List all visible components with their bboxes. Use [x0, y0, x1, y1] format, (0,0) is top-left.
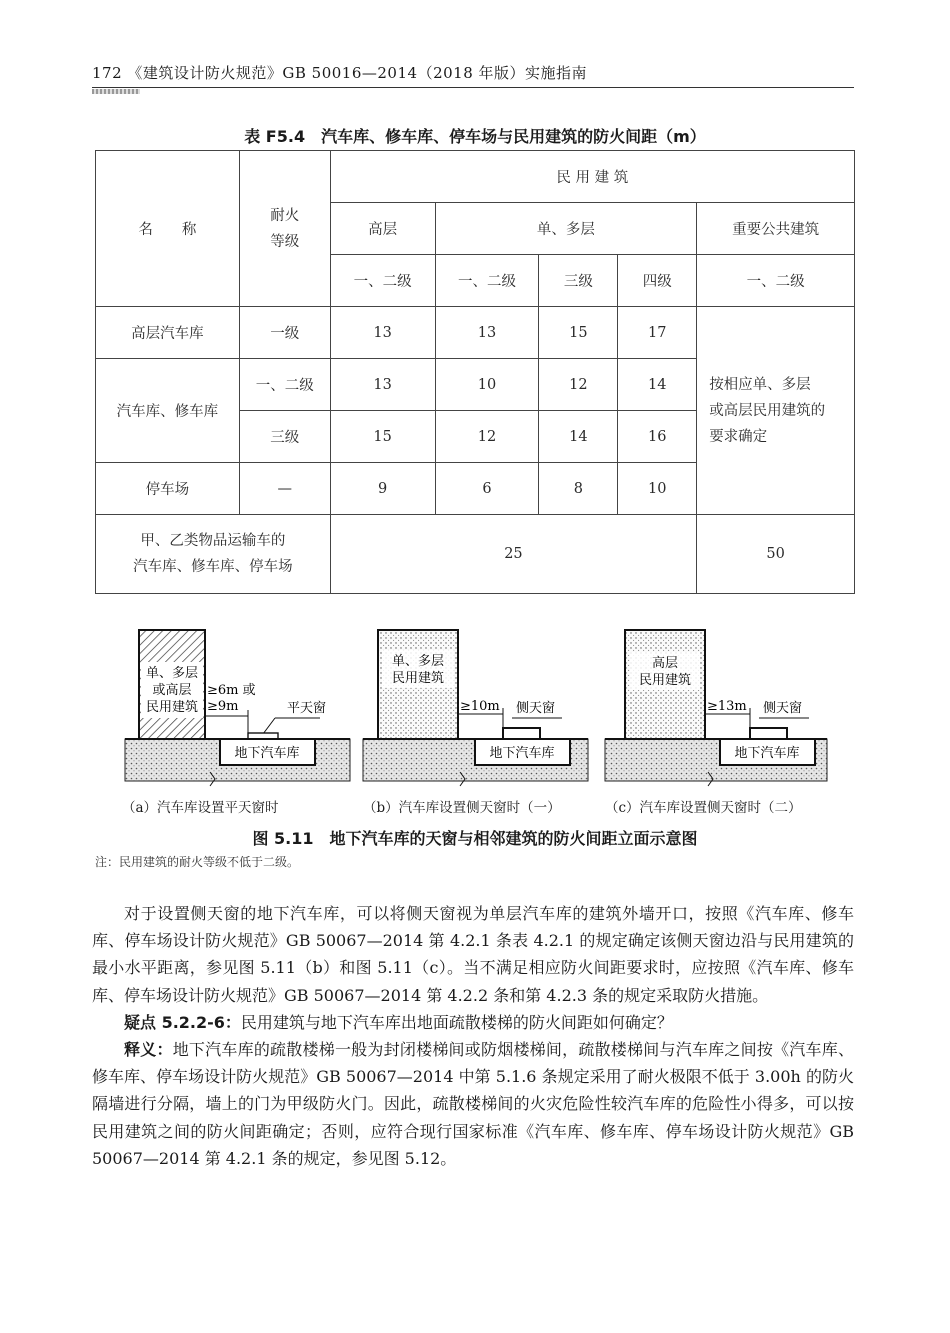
figure-note: 注：民用建筑的耐火等级不低于二级。 [95, 855, 300, 869]
row5-important-value: 50 [697, 515, 855, 594]
panel-a [125, 630, 350, 786]
body-text [92, 900, 854, 1172]
panel-a-dist1: ≥6m 或 [207, 683, 256, 698]
header-civil: 民 用 建 筑 [330, 151, 854, 203]
row1-v2: 13 [435, 307, 539, 359]
row2-v3: 12 [539, 359, 618, 411]
header-g12-high: 一、二级 [330, 255, 435, 307]
row4-grade: — [239, 463, 330, 515]
panel-b-dist: ≥10m [460, 699, 500, 714]
panel-b-garage: 地下汽车库 [489, 746, 555, 761]
panel-b-window: 侧天窗 [516, 701, 556, 716]
panel-b-bld2: 民用建筑 [391, 671, 445, 686]
figure-title: 图 5.11 地下汽车库的天窗与相邻建筑的防火间距立面示意图 [252, 829, 698, 848]
row3-grade: 三级 [239, 411, 330, 463]
row3-v1: 15 [330, 411, 435, 463]
caption-c: （c）汽车库设置侧天窗时（二） [605, 800, 802, 816]
paragraph-1: 对于设置侧天窗的地下汽车库，可以将侧天窗视为单层汽车库的建筑外墙开口，按照《汽车库、修车库、停车场设计防火规范》GB 50067—2014 第 4.2.1 条表 4.2.1 的规定确定该侧天窗边沿与民用建筑的最小水平距离，参见图 5.11（b）和图 5.11（c）。当不满足相应防火间距要求时，应按照《汽车库、修车库、停车场设计防火规范》GB 50067—2014 第 4.2.2 条和第 4.2.3 条的规定采取防火措施。 [92, 904, 854, 1005]
panel-a-garage: 地下汽车库 [234, 746, 300, 761]
panel-a-window-leader2 [263, 718, 275, 734]
row4-v1: 9 [330, 463, 435, 515]
header-rule [92, 87, 854, 88]
panel-a-bld3: 民用建筑 [145, 700, 199, 715]
header-g12-important: 一、二级 [697, 255, 855, 307]
panel-a-dist2: ≥9m [207, 699, 239, 714]
row5-name-line2: 汽车库、修车库、停车场 [133, 559, 293, 575]
row2-name: 汽车库、修车库 [96, 359, 240, 463]
row2-grade: 一、二级 [239, 359, 330, 411]
note-line-3: 要求确定 [709, 428, 768, 445]
note-line-2: 或高层民用建筑的 [709, 402, 826, 419]
panel-c-dist: ≥13m [707, 699, 747, 714]
fire-distance-table [95, 150, 855, 594]
important-note-cell [697, 307, 855, 515]
row1-v4: 17 [618, 307, 697, 359]
row4-name: 停车场 [96, 463, 240, 515]
panel-a-window: 平天窗 [287, 701, 327, 716]
row2-v4: 14 [618, 359, 697, 411]
question-text: 民用建筑与地下汽车库出地面疏散楼梯的防火间距如何确定？ [240, 1012, 673, 1032]
running-header: 172 《建筑设计防火规范》GB 50016—2014（2018 年版）实施指南 [92, 64, 588, 82]
panel-b [363, 630, 588, 786]
row1-v3: 15 [539, 307, 618, 359]
row2-v2: 10 [435, 359, 539, 411]
header-high: 高层 [330, 203, 435, 255]
note-line-1: 按相应单、多层 [709, 376, 811, 393]
panel-b-side-skylight [475, 728, 540, 739]
panel-c-garage: 地下汽车库 [734, 746, 800, 761]
header-g4: 四级 [618, 255, 697, 307]
row5-civil-value: 25 [330, 515, 697, 594]
row4-v4: 10 [618, 463, 697, 515]
row1-v1: 13 [330, 307, 435, 359]
panel-c-bld1: 高层 [651, 656, 679, 671]
row4-v2: 6 [435, 463, 539, 515]
paragraph-3 [92, 1036, 854, 1172]
row1-name: 高层汽车库 [96, 307, 240, 359]
header-single-multi: 单、多层 [435, 203, 697, 255]
table-title: 表 F5.4 汽车库、修车库、停车场与民用建筑的防火间距（m） [244, 127, 706, 146]
row3-v3: 14 [539, 411, 618, 463]
panel-c-bld2: 民用建筑 [638, 673, 692, 688]
header-grade-text: 耐火 等级 [270, 207, 300, 250]
panel-c-side-skylight [720, 728, 787, 739]
row3-v2: 12 [435, 411, 539, 463]
row1-grade: 一级 [239, 307, 330, 359]
panel-a-bld1: 单、多层 [145, 666, 199, 681]
question-label: 疑点 5.2.2-6： [124, 1012, 241, 1032]
caption-a: （a）汽车库设置平天窗时 [122, 800, 279, 816]
panel-c-window: 侧天窗 [763, 701, 803, 716]
caption-b: （b）汽车库设置侧天窗时（一） [363, 800, 561, 816]
panel-b-bld1: 单、多层 [391, 654, 445, 669]
explanation-label: 释义： [124, 1040, 173, 1060]
row5-name-line1: 甲、乙类物品运输车的 [140, 533, 286, 549]
figure-5-11 [120, 622, 830, 822]
header-grade [239, 151, 330, 307]
header-important: 重要公共建筑 [697, 203, 855, 255]
row5-name [96, 515, 331, 594]
row3-v4: 16 [618, 411, 697, 463]
header-marker [92, 89, 140, 94]
paragraph-2 [92, 1009, 854, 1036]
panel-a-bld2: 或高层 [152, 683, 192, 698]
row4-v3: 8 [539, 463, 618, 515]
header-g12-single: 一、二级 [435, 255, 539, 307]
explanation-text: 地下汽车库的疏散楼梯一般为封闭楼梯间或防烟楼梯间，疏散楼梯间与汽车库之间按《汽车库、修车库、停车场设计防火规范》GB 50067—2014 中第 5.1.6 条规定采用了耐火极限不低于 3.00h 的防火隔墙进行分隔，墙上的门为甲级防火门。因此，疏散楼梯间的火灾危险性较汽车库的危险性小得多，可以按民用建筑之间的防火间距确定；否则，应符合现行国家标准《汽车库、修车库、停车场设计防火规范》GB 50067—2014 第 4.2.1 条的规定，参见图 5.12。 [92, 1040, 854, 1168]
panel-c [605, 630, 827, 786]
header-g3: 三级 [539, 255, 618, 307]
figure-5-11-drawing [120, 622, 830, 822]
row2-v1: 13 [330, 359, 435, 411]
header-name: 名 称 [96, 151, 240, 307]
